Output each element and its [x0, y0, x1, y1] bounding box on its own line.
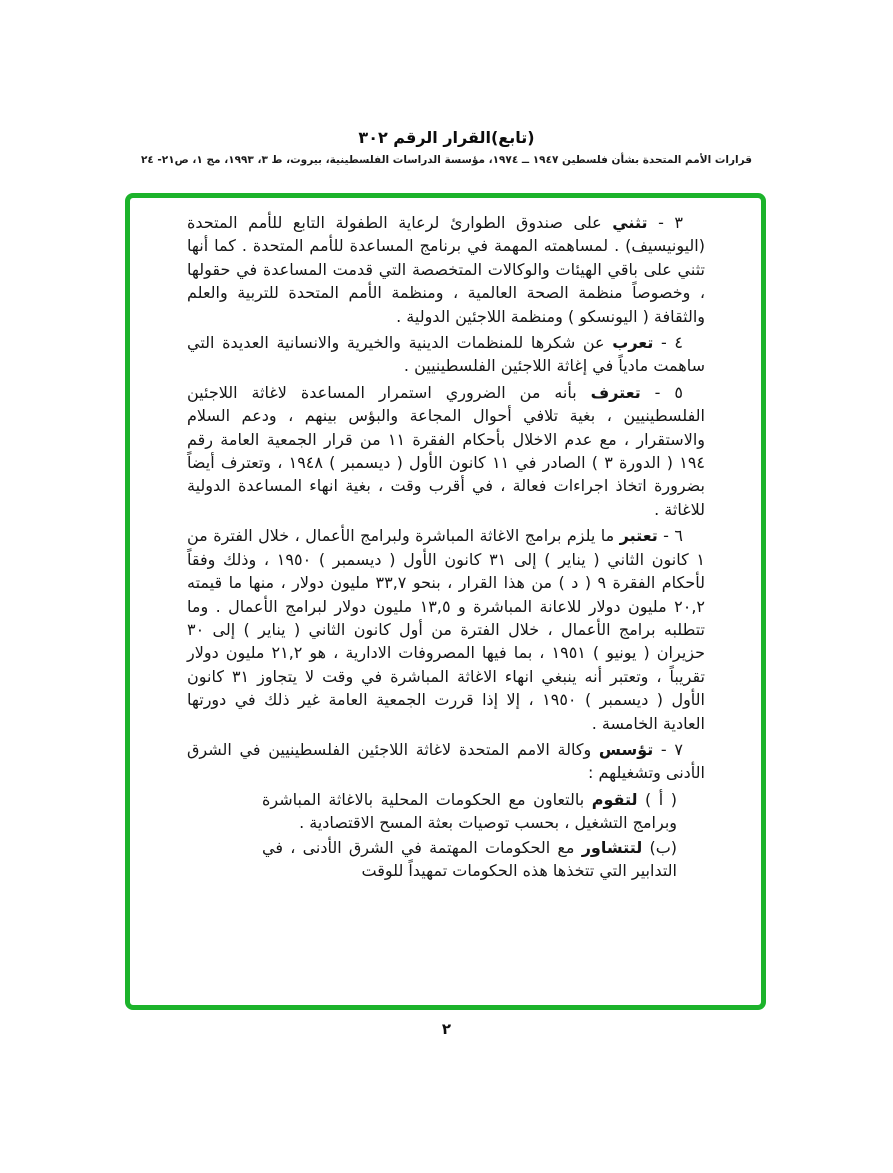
- resolution-body: [187, 211, 705, 883]
- body-paragraph-4: [187, 524, 705, 735]
- body-paragraph-3: [187, 381, 705, 521]
- paragraph-text: بأنه من الضروري استمرار المساعدة لاغاثة اللاجئين الفلسطينيين ، بغية تلافي أحوال المجاعة والبؤس بينهم ، ودعم السلام والاستقرار ، مع عدم الاخلال بأحكام الفقرة ١١ من قرار الجمعية العامة رقم ١٩٤ ( الدورة ٣ ) الصادر في ١١ كانون الأول ( ديسمبر ) ١٩٤٨ ، وتعترف أيضاً بضرورة اتخاذ اجراءات فعالة ، في أقرب وقت ، بغية انهاء المساعدة الدولية للاغاثة .: [187, 382, 706, 519]
- paragraph-prefix: (ب): [642, 837, 677, 857]
- body-paragraph-5: [187, 738, 705, 785]
- paragraph-emphasis-word: تعرب: [612, 333, 654, 353]
- paragraph-prefix: ٦ -: [657, 526, 683, 546]
- paragraph-emphasis-word: تؤسس: [598, 739, 654, 759]
- paragraph-emphasis-word: تعتبر: [619, 526, 658, 546]
- highlight-border-box: [125, 193, 766, 1010]
- paragraph-prefix: ٥ -: [640, 382, 683, 402]
- paragraph-prefix: ٤ -: [653, 333, 683, 353]
- paragraph-emphasis-word: لتقوم: [591, 789, 638, 809]
- paragraph-text: ما يلزم برامج الاغاثة المباشرة ولبرامج الأعمال ، خلال الفترة من ١ كانون الثاني ( يناير ) إلى ٣١ كانون الأول ( ديسمبر ) ١٩٥٠ ، وذلك وفقاً لأحكام الفقرة ٩ ( د ) من هذا القرار ، بنحو ٣٣,٧ مليون دولار ، منها ما قيمته ٢٠,٢ مليون دولار للاعانة المباشرة و ١٣,٥ مليون دولار لبرامج الأعمال . وما تتطلبه برامج الأعمال ، خلال الفترة من أول كانون الثاني ( يناير ) إلى ٣٠ حزيران ( يونيو ) ١٩٥١ ، بما فيها المصروفات الادارية ، هو ٢١,٢ مليون دولار تقريباً ، وتعتبر أنه ينبغي انهاء الاغاثة المباشرة في وقت لا يتجاوز ٣١ كانون الأول ( ديسمبر ) ١٩٥٠ ، إلا إذا قررت الجمعية العامة غير ذلك في دورتها العادية الخامسة .: [187, 526, 706, 733]
- body-paragraph-6: [262, 788, 677, 835]
- body-paragraph-2: [187, 331, 705, 378]
- paragraph-prefix: ٣ -: [647, 213, 683, 232]
- body-paragraph-1: [187, 211, 705, 328]
- paragraph-text: وكالة الامم المتحدة لاغاثة اللاجئين الفلسطينيين في الشرق الأدنى وتشغيلهم :: [187, 739, 705, 783]
- page-number: ٢: [441, 1020, 452, 1038]
- paragraph-emphasis-word: لتتشاور: [581, 837, 643, 857]
- body-paragraph-7: [262, 836, 677, 883]
- paragraph-emphasis-word: تثني: [612, 213, 648, 232]
- paragraph-prefix: ( أ ): [637, 789, 678, 809]
- paragraph-text: عن شكرها للمنظمات الدينية والخيرية والانسانية العديدة التي ساهمت مادياً في إغاثة اللاجئين الفلسطينيين .: [187, 333, 705, 376]
- paragraph-text: مع الحكومات المهتمة في الشرق الأدنى ، في التدابير التي تتخذها هذه الحكومات تمهيداً للوقت: [262, 837, 677, 880]
- paragraph-text: على صندوق الطوارئ لرعاية الطفولة التابع للأمم المتحدة (اليونيسيف) . لمساهمته المهمة في برنامج المساعدة للأمم المتحدة . كما أنها تثني على باقي الهيئات والوكالات المتخصصة التي قدمت المساعدة في حقولها ، وخصوصاً منظمة الصحة العالمية ، ومنظمة الأمم المتحدة للتربية والعلم والثقافة ( اليونسكو ) ومنظمة اللاجئين الدولية .: [187, 213, 705, 326]
- source-citation: قرارات الأمم المتحدة بشأن فلسطين ١٩٤٧ ــ ١٩٧٤، مؤسسة الدراسات الفلسطينية، بيروت، ط ٣، ١٩٩٣، مج ١، ص٢١- ٢٤: [140, 154, 753, 166]
- paragraph-text: بالتعاون مع الحكومات المحلية بالاغاثة المباشرة وبرامج التشغيل ، بحسب توصيات بعثة المسح الاقتصادية .: [262, 789, 677, 833]
- paragraph-prefix: ٧ -: [653, 739, 683, 759]
- paragraph-emphasis-word: تعترف: [590, 382, 641, 402]
- resolution-title: (تابع)القرار الرقم ٣٠٢: [358, 128, 535, 147]
